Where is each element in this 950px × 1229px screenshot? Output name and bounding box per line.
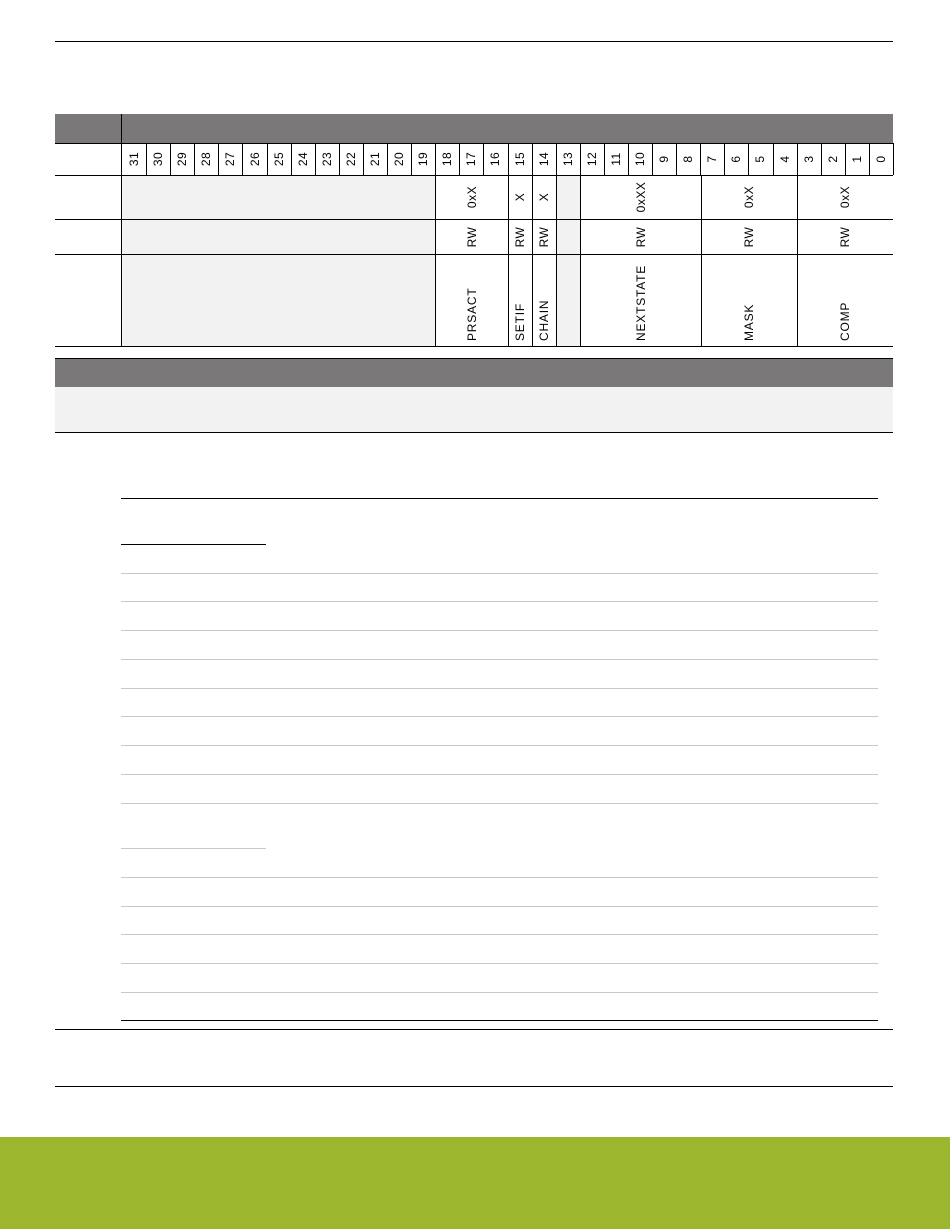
field-divider — [435, 175, 436, 346]
bit-divider — [580, 143, 581, 175]
register-header-divider — [121, 114, 122, 143]
bit-number-20: 20 — [392, 151, 407, 167]
bit-divider — [604, 143, 605, 175]
bit-number-12: 12 — [584, 151, 599, 167]
bit-divider — [170, 143, 171, 175]
bit-divider — [532, 143, 533, 175]
enum-section-underline — [121, 544, 266, 545]
bit-number-16: 16 — [488, 151, 503, 167]
description-table-row — [55, 387, 893, 432]
bit-divider — [363, 143, 364, 175]
description-table-header — [55, 359, 893, 387]
bit-divider — [339, 143, 340, 175]
bit-number-22: 22 — [343, 151, 358, 167]
enum-row-line — [121, 630, 878, 631]
bit-divider — [435, 143, 436, 175]
section-rule — [55, 1029, 893, 1030]
field-divider — [701, 175, 702, 346]
field-name-prsact: PRSACT — [465, 287, 479, 341]
row-line — [55, 254, 893, 255]
bit-number-14: 14 — [536, 151, 551, 167]
bit-number-4: 4 — [777, 155, 792, 163]
bit-number-8: 8 — [681, 155, 696, 163]
enum-row-line — [121, 688, 878, 689]
bit-number-18: 18 — [440, 151, 455, 167]
access-chain: RW — [537, 226, 551, 248]
field-divider — [508, 175, 509, 346]
row-line — [55, 219, 893, 220]
bit-divider — [146, 143, 147, 175]
bit-divider — [411, 143, 412, 175]
bit-number-24: 24 — [295, 151, 310, 167]
bit-number-17: 17 — [464, 151, 479, 167]
reset-comp: 0xX — [838, 185, 852, 209]
field-name-nextstate: NEXTSTATE — [634, 264, 648, 341]
bit-number-11: 11 — [608, 152, 623, 166]
reserved-region-13 — [557, 176, 580, 346]
bit-divider — [748, 143, 749, 175]
bit-number-0: 0 — [873, 155, 888, 163]
top-rule — [55, 41, 893, 42]
bit-number-2: 2 — [825, 155, 840, 163]
reset-chain: X — [537, 192, 551, 202]
reserved-region-31-19 — [122, 176, 435, 346]
enum-row-line — [121, 659, 878, 660]
bit-number-6: 6 — [729, 155, 744, 163]
section-rule — [55, 1086, 893, 1087]
bit-divider — [387, 143, 388, 175]
enum-row-line — [121, 573, 878, 574]
bit-divider — [628, 143, 629, 175]
enum-row-line — [121, 992, 878, 993]
access-comp: RW — [838, 226, 852, 248]
register-header-bar — [55, 114, 893, 143]
field-name-setif: SETIF — [513, 302, 527, 341]
reset-nextstate: 0xXX — [634, 181, 648, 213]
bit-number-1: 1 — [849, 155, 864, 163]
bit-divider — [121, 143, 122, 175]
bit-number-19: 19 — [416, 151, 431, 167]
bit-divider — [845, 143, 846, 175]
description-table-bottom-line — [55, 432, 893, 433]
enum-row-line — [121, 803, 878, 804]
bit-divider — [556, 143, 557, 175]
bit-divider — [459, 143, 460, 175]
enum-row-line — [121, 774, 878, 775]
bit-divider — [508, 143, 509, 175]
bit-divider — [724, 143, 725, 175]
enum-row-line — [121, 934, 878, 935]
bit-number-21: 21 — [367, 151, 382, 167]
bit-number-25: 25 — [271, 151, 286, 167]
reset-mask: 0xX — [742, 185, 756, 209]
page-footer-band — [0, 1137, 950, 1229]
field-divider — [797, 175, 798, 346]
bit-divider — [869, 143, 870, 175]
bit-number-31: 31 — [127, 151, 142, 167]
access-mask: RW — [742, 226, 756, 248]
access-prsact: RW — [465, 226, 479, 248]
access-setif: RW — [513, 226, 527, 248]
enum-row-line — [121, 716, 878, 717]
bit-number-10: 10 — [633, 151, 648, 167]
enum-row-line — [121, 963, 878, 964]
reset-setif: X — [513, 192, 527, 202]
bit-divider — [315, 143, 316, 175]
bit-number-13: 13 — [560, 151, 575, 167]
enum-table-bottom-line — [121, 1020, 878, 1021]
row-line — [55, 175, 893, 176]
bit-divider — [821, 143, 822, 175]
bit-divider — [483, 143, 484, 175]
bit-divider — [676, 143, 677, 175]
bit-divider — [773, 143, 774, 175]
field-name-mask: MASK — [742, 303, 756, 341]
field-divider — [532, 175, 533, 346]
bit-number-15: 15 — [512, 151, 527, 167]
bit-divider — [652, 143, 653, 175]
bit-divider — [267, 143, 268, 175]
field-divider — [580, 175, 581, 346]
enum-section-underline — [121, 848, 266, 849]
bit-number-27: 27 — [223, 151, 238, 167]
field-name-chain: CHAIN — [537, 299, 551, 341]
enum-row-line — [121, 601, 878, 602]
bit-divider — [291, 143, 292, 175]
bit-number-29: 29 — [175, 151, 190, 167]
row-line — [55, 346, 893, 347]
bit-divider — [242, 143, 243, 175]
enum-row-line — [121, 745, 878, 746]
bit-number-30: 30 — [151, 151, 166, 167]
enum-table-top-line — [121, 498, 878, 499]
bit-divider — [700, 143, 701, 175]
reset-prsact: 0xX — [465, 185, 479, 209]
bit-divider — [218, 143, 219, 175]
bit-divider — [893, 143, 894, 175]
row-line — [55, 143, 893, 144]
bit-number-5: 5 — [753, 155, 768, 163]
bit-number-7: 7 — [705, 155, 720, 163]
bit-divider — [194, 143, 195, 175]
bit-number-9: 9 — [657, 155, 672, 163]
enum-row-line — [121, 906, 878, 907]
bit-number-3: 3 — [801, 155, 816, 163]
enum-row-line — [121, 877, 878, 878]
bit-number-26: 26 — [247, 151, 262, 167]
field-divider — [556, 175, 557, 346]
bit-divider — [797, 143, 798, 175]
access-nextstate: RW — [634, 226, 648, 248]
bit-number-28: 28 — [199, 151, 214, 167]
description-table-top-line — [55, 358, 893, 359]
field-name-comp: COMP — [838, 301, 852, 341]
bit-number-23: 23 — [319, 151, 334, 167]
